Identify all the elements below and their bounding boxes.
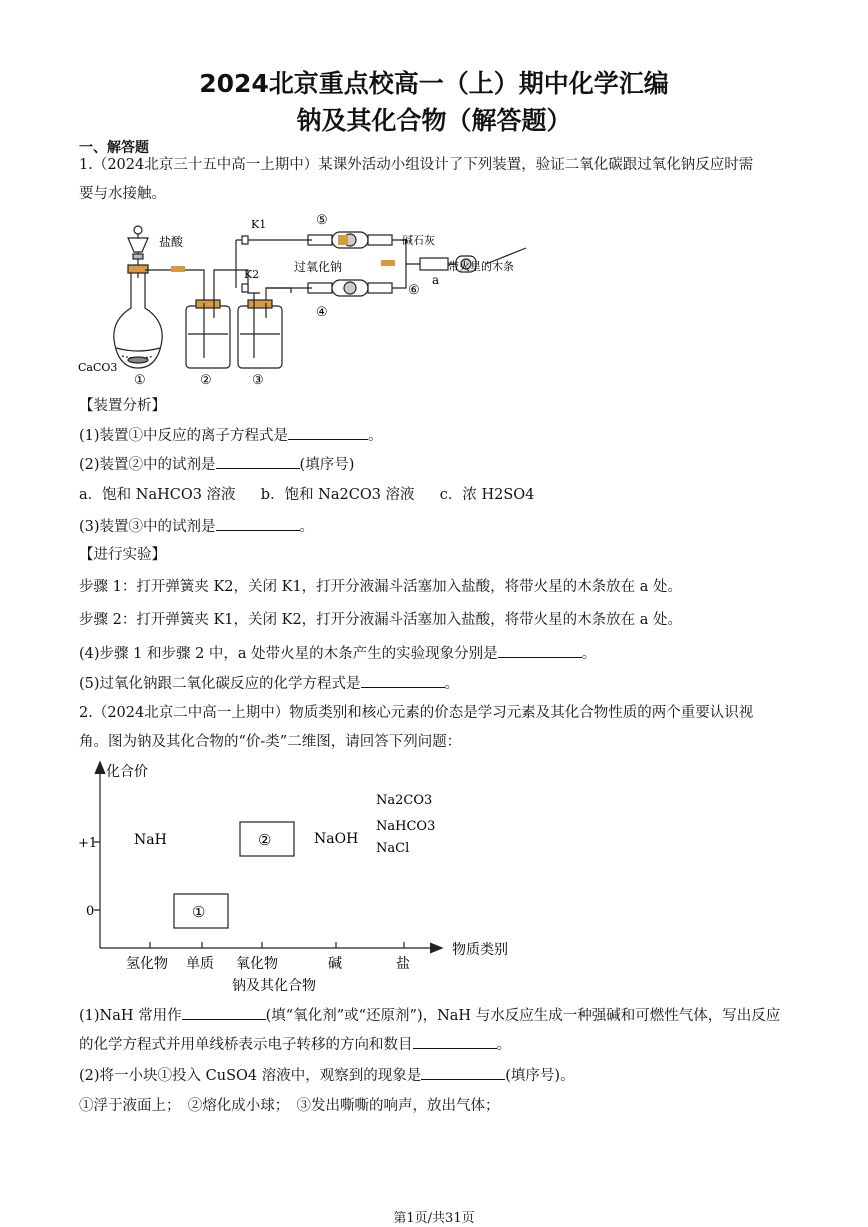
item-naoh: NaOH	[314, 831, 359, 847]
step-1: 步骤 1：打开弹簧夹 K2，关闭 K1，打开分液漏斗活塞加入盐酸，将带火星的木条放在 a 处。	[79, 579, 683, 595]
q2-part1-text-a: (1)NaH 常用作	[79, 1008, 182, 1024]
answer-blank[interactable]	[413, 1034, 497, 1049]
option-b: b．饱和 Na2CO3 溶液	[260, 487, 415, 503]
item-box2-label: ②	[258, 831, 272, 849]
q1-part1-end: 。	[368, 428, 383, 444]
q2-part2-text: (2)将一小块①投入 CuSO4 溶液中，观察到的现象是	[79, 1068, 422, 1084]
q1-intro-line2: 要与水接触。	[79, 186, 166, 202]
valence-class-diagram	[76, 758, 556, 998]
q1-part4-end: 。	[581, 646, 597, 662]
x-tick-element: 单质	[186, 956, 214, 972]
label-n1: ①	[134, 373, 146, 388]
y-axis-label: 化合价	[106, 764, 148, 780]
q1-part1	[79, 425, 383, 446]
q1-part2	[79, 454, 354, 475]
option-a: a．饱和 NaHCO3 溶液	[79, 487, 236, 503]
label-na2o2: 过氧化钠	[294, 260, 343, 274]
q2-part2-end: (填序号)。	[505, 1068, 575, 1084]
q2-intro-line2: 角。图为钠及其化合物的“价-类”二维图，请回答下列问题：	[79, 734, 462, 750]
q1-part5	[79, 673, 459, 694]
q1-part5-end: 。	[444, 676, 460, 692]
step-2: 步骤 2：打开弹簧夹 K1，关闭 K2，打开分液漏斗活塞加入盐酸，将带火星的木条放在 a 处。	[79, 612, 683, 628]
item-na2co3: Na2CO3	[376, 793, 433, 808]
q2-part1-end: 。	[496, 1037, 511, 1053]
option-c: c．浓 H2SO4	[439, 487, 535, 503]
answer-blank[interactable]	[182, 1005, 266, 1020]
section-heading: 一、解答题	[79, 140, 149, 156]
analysis-header: 【装置分析】	[79, 398, 166, 414]
q2-part1-text-c: 的化学方程式并用单线桥表示电子转移的方向和数目	[79, 1037, 413, 1053]
label-k2: K2	[244, 268, 260, 281]
item-nahco3: NaHCO3	[376, 819, 436, 834]
q2-part1-line2	[79, 1034, 511, 1055]
label-caco3: CaCO3	[78, 361, 118, 374]
q1-options	[79, 485, 534, 505]
item-box1-label: ①	[192, 903, 206, 921]
document-title: 2024北京重点校高一（上）期中化学汇编	[199, 69, 669, 98]
x-tick-salt: 盐	[396, 956, 410, 972]
item-nah: NaH	[134, 832, 167, 848]
x-axis-label: 物质类别	[452, 942, 508, 958]
experiment-header: 【进行实验】	[79, 547, 166, 563]
label-n6: ⑥	[408, 283, 420, 298]
answer-blank[interactable]	[421, 1065, 505, 1080]
q1-part4	[79, 643, 596, 664]
page-footer: 第1页/共31页	[393, 1211, 475, 1226]
q1-part2-end: (填序号)	[299, 457, 355, 473]
label-splint: 带火星的木条	[448, 260, 514, 273]
q2-part1-line1	[79, 1005, 780, 1026]
q1-part5-text: (5)过氧化钠跟二氧化碳反应的化学方程式是	[79, 676, 361, 692]
label-k1: K1	[251, 218, 267, 231]
label-hcl: 盐酸	[159, 235, 184, 249]
q1-part2-text: (2)装置②中的试剂是	[79, 457, 216, 473]
answer-blank[interactable]	[498, 643, 582, 658]
label-n3: ③	[252, 373, 264, 388]
q2-part2	[79, 1065, 575, 1086]
item-nacl: NaCl	[376, 841, 410, 856]
y-tick-0: 0	[86, 904, 95, 919]
x-tick-oxide: 氧化物	[236, 956, 278, 972]
q1-part4-text: (4)步骤 1 和步骤 2 中，a 处带火星的木条产生的实验现象分别是	[79, 646, 498, 662]
q2-intro-line1: 2.（2024北京二中高一上期中）物质类别和核心元素的价态是学习元素及其化合物性质的两个重要认识视	[79, 705, 754, 721]
q1-part3-end: 。	[299, 519, 315, 535]
q1-part3-text: (3)装置③中的试剂是	[79, 519, 216, 535]
q2-part1-text-b: (填“氧化剂”或“还原剂”)，NaH 与水反应生成一种强碱和可燃性气体，写出反应	[265, 1008, 781, 1024]
label-point-a: a	[432, 273, 440, 287]
y-tick-plus1: +1	[78, 836, 98, 851]
answer-blank[interactable]	[288, 425, 368, 440]
q2-options: ①浮于液面上； ②熔化成小球； ③发出嘶嘶的响声，放出气体；	[79, 1098, 500, 1114]
q1-intro-line1: 1.（2024北京三十五中高一上期中）某课外活动小组设计了下列装置，验证二氧化碳跟过氧化钠反应时需	[79, 157, 754, 173]
q1-part3	[79, 516, 314, 537]
document-subtitle: 钠及其化合物（解答题）	[296, 106, 572, 135]
chart-caption: 钠及其化合物	[232, 978, 316, 994]
x-tick-base: 碱	[328, 956, 342, 972]
label-soda-lime: 碱石灰	[402, 234, 435, 247]
answer-blank[interactable]	[216, 454, 300, 469]
apparatus-diagram	[76, 208, 556, 388]
answer-blank[interactable]	[361, 673, 445, 688]
answer-blank[interactable]	[216, 516, 300, 531]
q1-part1-text: (1)装置①中反应的离子方程式是	[79, 428, 289, 444]
label-n4: ④	[316, 305, 328, 320]
label-n2: ②	[200, 373, 212, 388]
label-n5: ⑤	[316, 213, 328, 228]
x-tick-hydride: 氢化物	[126, 956, 168, 972]
